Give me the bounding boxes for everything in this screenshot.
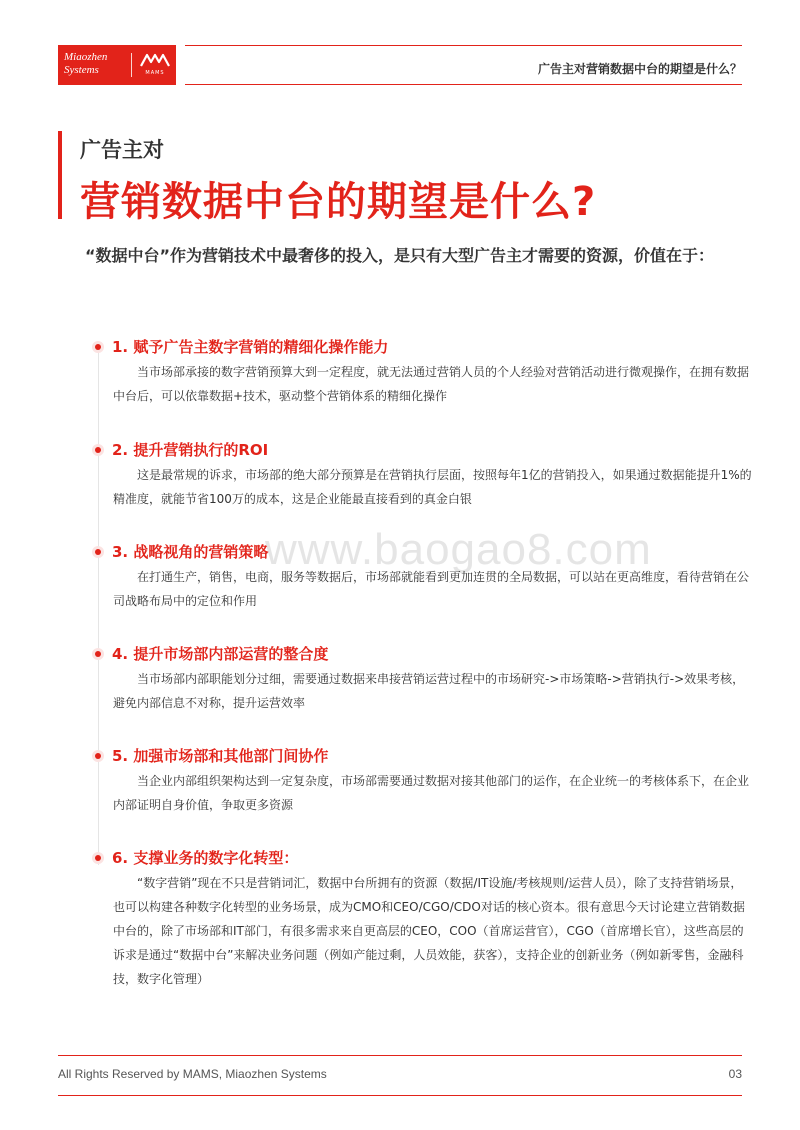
item-title: 6. 支撑业务的数字化转型： xyxy=(112,849,299,867)
watermark: www.baogao8.com xyxy=(265,525,652,574)
logo-line1: Miaozhen xyxy=(64,51,108,63)
footer-rule-top xyxy=(58,1055,742,1056)
logo-wordmark xyxy=(64,51,124,77)
item-title: 5. 加强市场部和其他部门间协作 xyxy=(112,747,329,765)
item-body: 这是最常规的诉求，市场部的绝大部分预算是在营销执行层面，按照每年1亿的营销投入，如果通过数据能提升1%的精准度，就能节省100万的成本，这是企业能最直接看到的真金白银 xyxy=(113,468,752,506)
title-accent-bar xyxy=(58,131,62,219)
header-title: 广告主对营销数据中台的期望是什么？ xyxy=(537,62,742,76)
item-title: 1. 赋予广告主数字营销的精细化操作能力 xyxy=(112,338,389,356)
mams-logo-icon xyxy=(138,51,172,79)
logo-line2: Systems xyxy=(64,64,99,76)
target-bullet-icon xyxy=(91,443,105,457)
item-title: 3. 战略视角的营销策略 xyxy=(112,543,269,561)
company-logo xyxy=(58,45,176,85)
item-body: 在打通生产，销售，电商，服务等数据后，市场部就能看到更加连贯的全局数据，可以站在更高维度，看待营销在公司战略布局中的定位和作用 xyxy=(113,570,750,608)
logo-sub-text: MAMS xyxy=(145,70,165,76)
page-number: 03 xyxy=(728,1067,742,1081)
target-bullet-icon xyxy=(91,749,105,763)
item-body: “数字营销”现在不只是营销词汇，数据中台所拥有的资源（数据/IT设施/考核规则/运营人员），除了支持营销场景，也可以构建各种数字化转型的业务场景，成为CMO和CEO/CGO/CDO对话的核心资本。很有意思今天讨论建立营销数据中台的，除了市场部和IT部门，有很多需求来自更高层的CEO，COO（首席运营官），CGO（首席增长官），这些高层的诉求是通过“数据中台”来解决业务问题（例如产能过剩，人员效能，获客），支持企业的创新业务（例如新零售，金融科技，数字化管理） xyxy=(113,876,745,986)
footer-rule-bottom xyxy=(58,1095,742,1096)
target-bullet-icon xyxy=(91,340,105,354)
target-bullet-icon xyxy=(91,851,105,865)
intro-paragraph: “数据中台”作为营销技术中最奢侈的投入，是只有大型广告主才需要的资源，价值在于： xyxy=(85,246,715,265)
target-bullet-icon xyxy=(91,545,105,559)
item-title: 4. 提升市场部内部运营的整合度 xyxy=(112,645,329,663)
timeline-guide xyxy=(98,345,99,865)
header-rule-top xyxy=(185,45,742,46)
item-body: 当企业内部组织架构达到一定复杂度，市场部需要通过数据对接其他部门的运作，在企业统一的考核体系下，在企业内部证明自身价值，争取更多资源 xyxy=(113,774,750,812)
item-title: 2. 提升营销执行的ROI xyxy=(112,441,269,459)
item-body: 当市场部内部职能划分过细，需要通过数据来串接营销运营过程中的市场研究->市场策略->营销执行->效果考核，避免内部信息不对称，提升运营效率 xyxy=(113,672,745,710)
item-body: 当市场部承接的数字营销预算大到一定程度，就无法通过营销人员的个人经验对营销活动进行微观操作，在拥有数据中台后，可以依靠数据+技术，驱动整个营销体系的精细化操作 xyxy=(113,365,750,403)
logo-divider xyxy=(131,53,132,77)
footer-copyright: All Rights Reserved by MAMS, Miaozhen Systems xyxy=(58,1067,327,1081)
target-bullet-icon xyxy=(91,647,105,661)
page-title-prefix: 广告主对 xyxy=(80,138,164,162)
page-title: 营销数据中台的期望是什么? xyxy=(80,179,597,225)
header-rule-bottom xyxy=(185,84,742,85)
